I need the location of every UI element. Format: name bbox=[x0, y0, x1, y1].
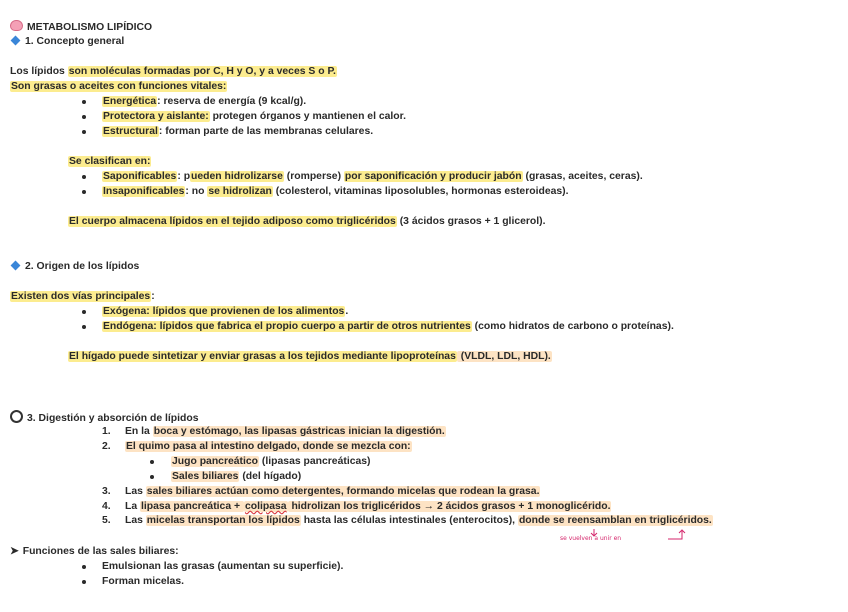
section-4-heading: ➤ Funciones de las sales biliares: bbox=[10, 546, 179, 557]
insaponificables-item: Insaponificables: no se hidrolizan (colesterol, vitaminas liposolubles, hormonas esteroideas). bbox=[103, 186, 569, 197]
step-number: 2. bbox=[102, 441, 111, 452]
bullet bbox=[82, 100, 86, 104]
step-number: 5. bbox=[102, 515, 111, 526]
classify-label: Se clasifican en: bbox=[69, 156, 151, 167]
bullet bbox=[82, 325, 86, 329]
sales-function-2: Forman micelas. bbox=[102, 576, 185, 587]
sales-item: Sales biliares (del hígado) bbox=[172, 471, 302, 482]
bullet bbox=[82, 115, 86, 119]
step-number: 1. bbox=[102, 426, 111, 437]
handwritten-arrows bbox=[588, 528, 688, 544]
intro-line: Los lípidos son moléculas formadas por C, H y O, y a veces S o P. bbox=[10, 66, 336, 77]
bullet bbox=[150, 475, 154, 479]
storage-line: El cuerpo almacena lípidos en el tejido adiposo como triglicéridos (3 ácidos grasos + 1 glicerol). bbox=[69, 216, 546, 227]
saponificables-item: Saponificables: pueden hidrolizarse (romperse) por saponificación y producir jabón (grasas, aceites, ceras). bbox=[103, 171, 643, 182]
function-energetica: Energética: reserva de energía (9 kcal/g). bbox=[103, 96, 307, 107]
frying-pan-icon bbox=[10, 410, 23, 423]
step-5: Las micelas transportan los lípidos hasta las células intestinales (enterocitos), donde se reensamblan en triglicéridos. bbox=[125, 515, 712, 526]
step-1: En la boca y estómago, las lipasas gástricas inician la digestión. bbox=[125, 426, 445, 437]
blue-diamond-icon bbox=[11, 261, 21, 271]
liver-line: El hígado puede sintetizar y enviar grasas a los tejidos mediante lipoproteínas (VLDL, LDL, HDL). bbox=[69, 351, 551, 362]
section-3-heading: 3. Digestión y absorción de lípidos bbox=[10, 410, 198, 426]
handwritten-note: se vuelven a unir en bbox=[560, 535, 622, 542]
exogena-item: Exógena: lípidos que provienen de los alimentos. bbox=[103, 306, 349, 317]
bullet bbox=[82, 175, 86, 179]
section-2-heading: 2. Origen de los lípidos bbox=[10, 260, 139, 274]
blue-diamond-icon bbox=[11, 36, 21, 46]
step-2: El quimo pasa al intestino delgado, donde se mezcla con: bbox=[126, 441, 411, 452]
arrowhead-icon: ➤ bbox=[10, 546, 19, 557]
function-protectora: Protectora y aislante: protegen órganos y mantienen el calor. bbox=[103, 111, 407, 122]
bullet bbox=[82, 130, 86, 134]
brain-icon bbox=[10, 20, 23, 31]
function-estructural: Estructural: forman parte de las membranas celulares. bbox=[103, 126, 374, 137]
page-title: METABOLISMO LIPÍDICO bbox=[10, 20, 152, 35]
bullet bbox=[82, 310, 86, 314]
step-4: La lipasa pancreática + colipasa hidrolizan los triglicéridos → 2 ácidos grasos + 1 monoglicérido. bbox=[125, 501, 611, 512]
step-3: Las sales biliares actúan como detergentes, formando micelas que rodean la grasa. bbox=[125, 486, 540, 497]
bullet bbox=[82, 190, 86, 194]
vital-line: Son grasas o aceites con funciones vitales: bbox=[11, 81, 227, 92]
bullet bbox=[82, 565, 86, 569]
section-1-heading: 1. Concepto general bbox=[10, 35, 124, 49]
bullet bbox=[82, 580, 86, 584]
step-number: 4. bbox=[102, 501, 111, 512]
step-number: 3. bbox=[102, 486, 111, 497]
bullet bbox=[150, 460, 154, 464]
jugo-item: Jugo pancreático (lipasas pancreáticas) bbox=[172, 456, 371, 467]
endogena-item: Endógena: lípidos que fabrica el propio cuerpo a partir de otros nutrientes (como hidratos de carbono o proteínas). bbox=[103, 321, 674, 332]
vias-line: Existen dos vías principales: bbox=[11, 291, 155, 302]
sales-function-1: Emulsionan las grasas (aumentan su superficie). bbox=[102, 561, 344, 572]
